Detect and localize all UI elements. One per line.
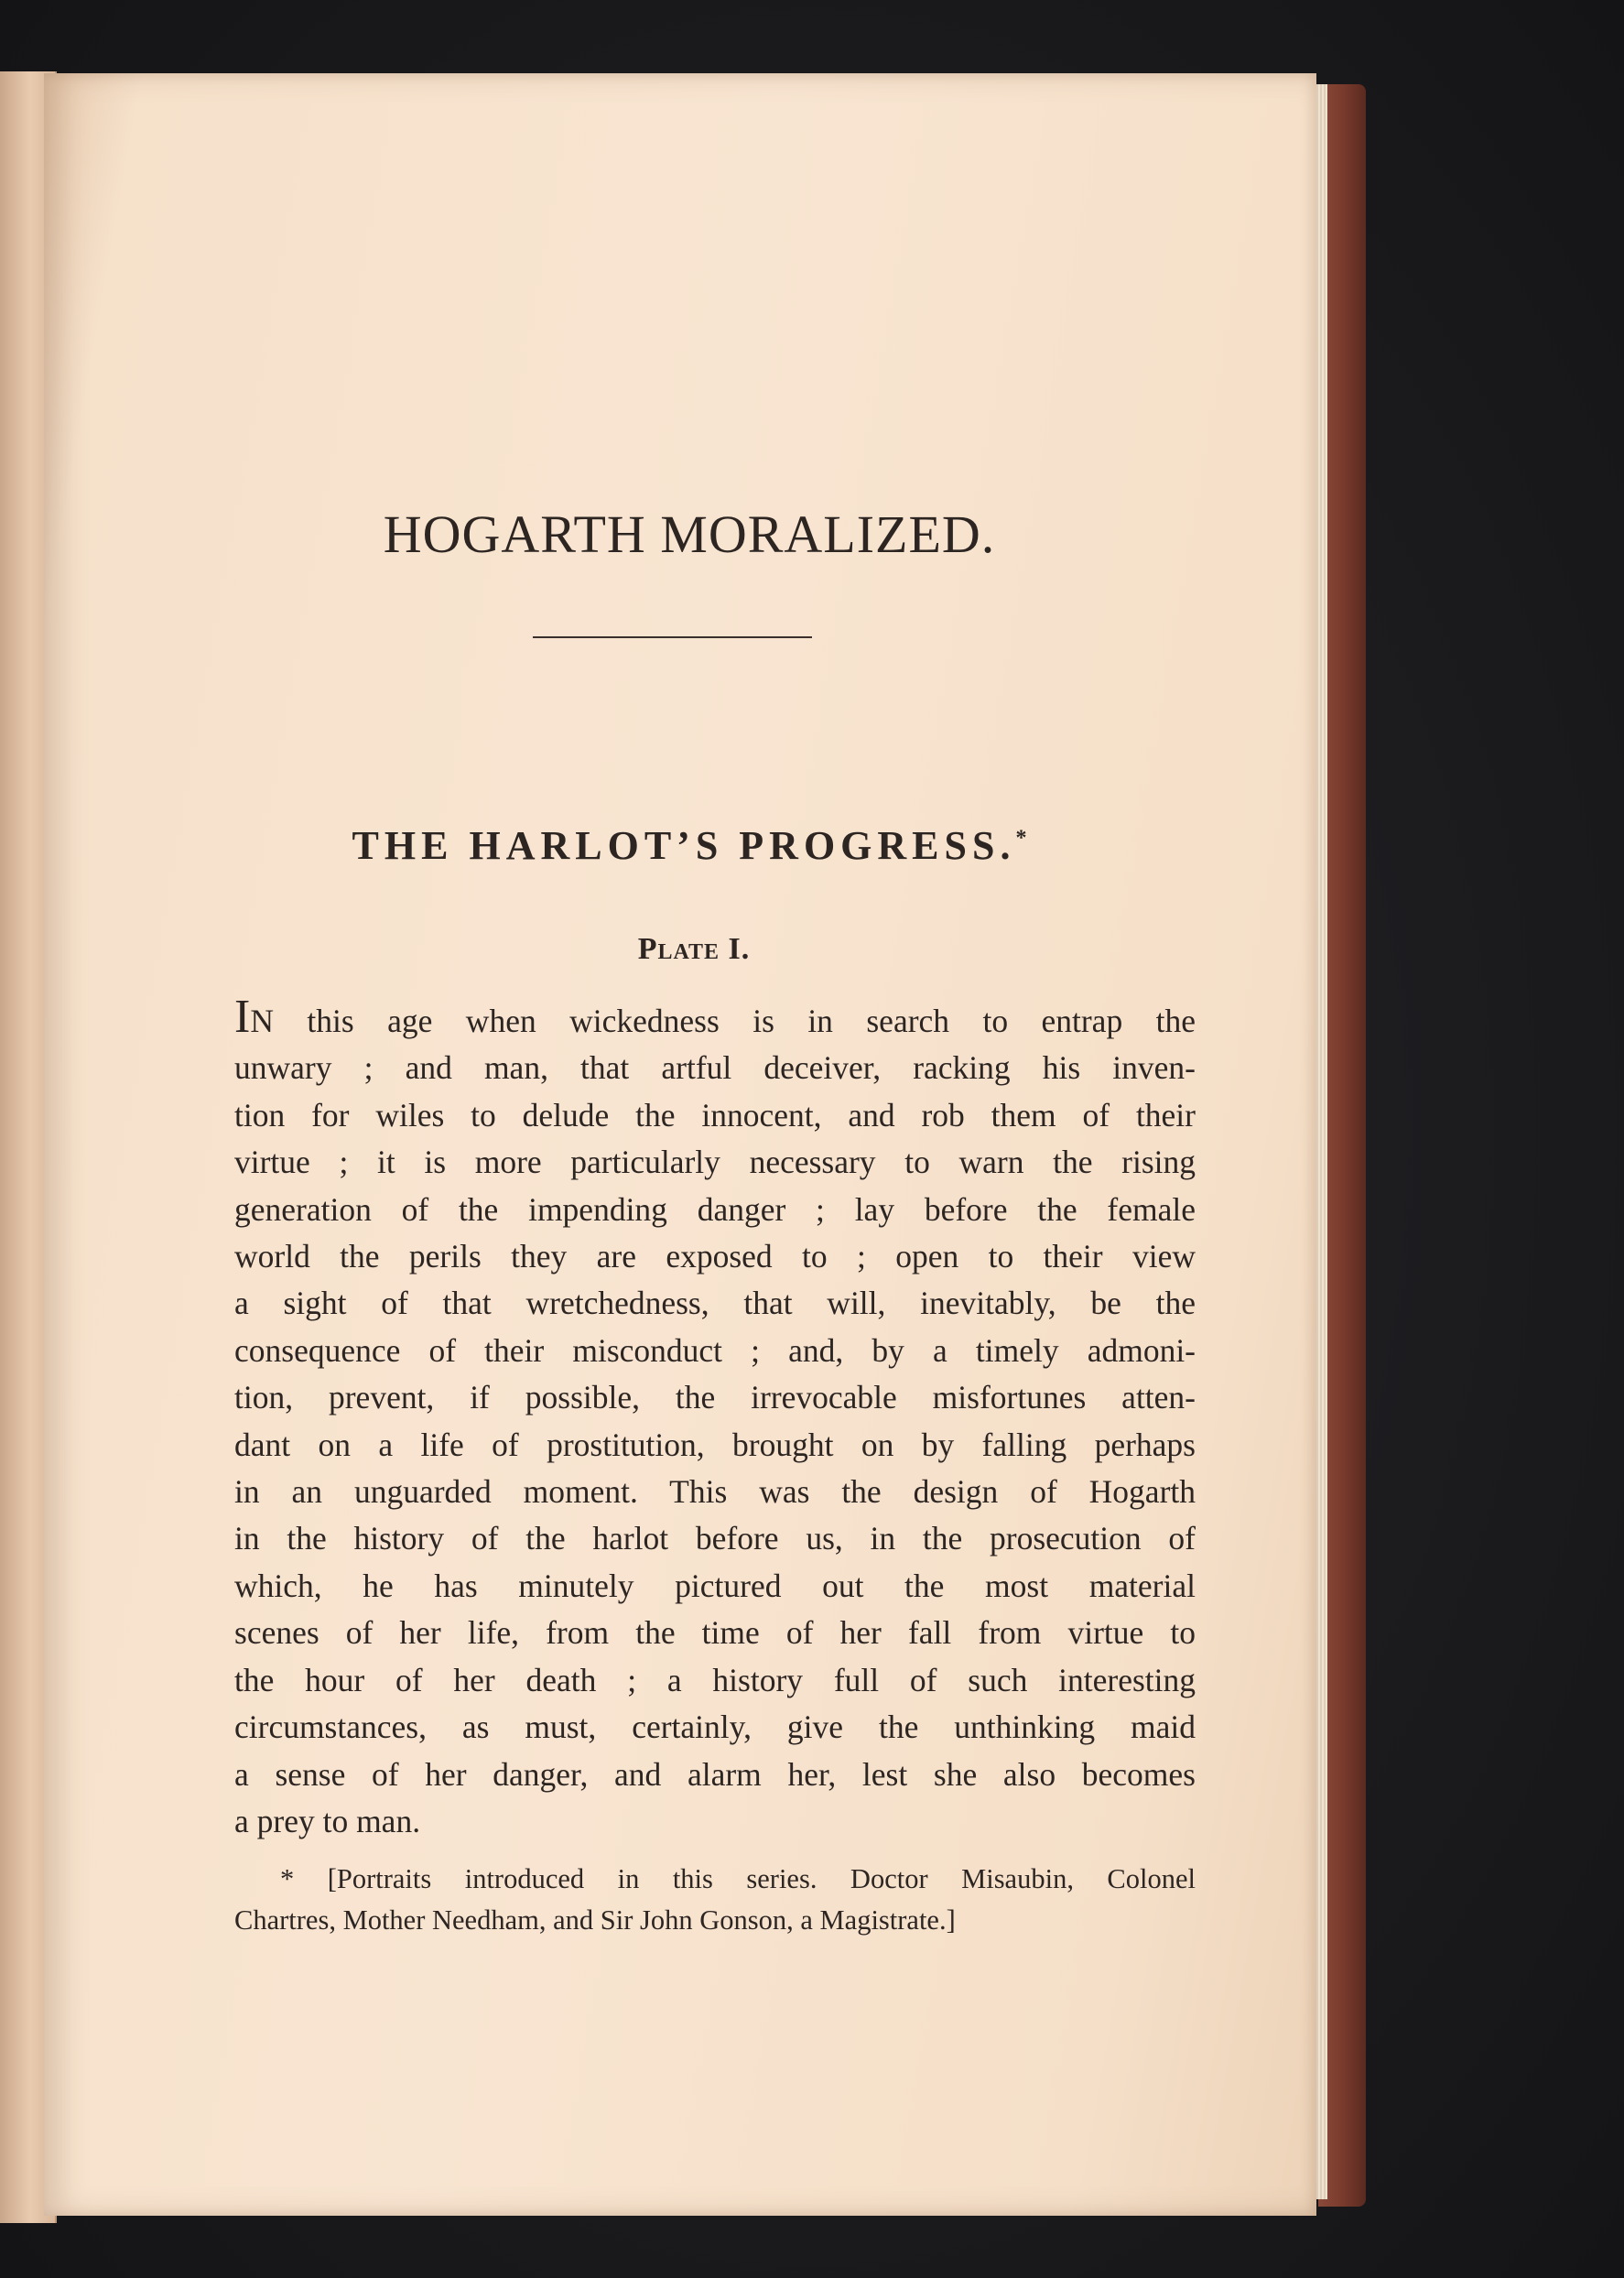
footnote bbox=[234, 1859, 1196, 1941]
paragraph-line: a prey to man. bbox=[234, 1802, 421, 1839]
paragraph-line: dant on a life of prostitution, brought on by falling perhaps bbox=[234, 1426, 1196, 1463]
paragraph-line: tion, prevent, if possible, the irrevocable misfortunes atten- bbox=[234, 1379, 1196, 1416]
plate-heading bbox=[44, 932, 1316, 967]
paragraph-line: world the perils they are exposed to ; open to their view bbox=[234, 1238, 1196, 1275]
paragraph-line-text: this age when wickedness is in search to entrap the bbox=[273, 1003, 1196, 1039]
book-page bbox=[44, 73, 1316, 2216]
paragraph-line: in the history of the harlot before us, in the prosecution of bbox=[234, 1520, 1196, 1557]
paragraph-line: in an unguarded moment. This was the design of Hogarth bbox=[234, 1473, 1196, 1511]
plate-number: I. bbox=[728, 932, 751, 966]
first-word-rest: N bbox=[250, 1003, 274, 1039]
paragraph-line: unwary ; and man, that artful deceiver, racking his inven- bbox=[234, 1049, 1196, 1087]
paragraph-line: the hour of her death ; a history full of such interesting bbox=[234, 1661, 1196, 1698]
paragraph-line: a sense of her danger, and alarm her, lest she also becomes bbox=[234, 1755, 1196, 1793]
footnote-line: * [Portraits introduced in this series. Doctor Misaubin, Colonel bbox=[280, 1863, 1196, 1894]
paragraph-line: circumstances, as must, certainly, give the unthinking maid bbox=[234, 1708, 1196, 1746]
paragraph-line: a sight of that wretchedness, that will, inevitably, be the bbox=[234, 1285, 1196, 1322]
paragraph-line: consequence of their misconduct ; and, by a timely admoni- bbox=[234, 1331, 1196, 1369]
title-rule bbox=[533, 636, 812, 638]
footnote-marker: * bbox=[1015, 826, 1027, 851]
main-paragraph bbox=[234, 998, 1196, 1845]
paragraph-line: which, he has minutely pictured out the most material bbox=[234, 1567, 1196, 1604]
paragraph-line: tion for wiles to delude the innocent, and rob them of their bbox=[234, 1096, 1196, 1134]
paragraph-line: generation of the impending danger ; lay before the female bbox=[234, 1190, 1196, 1228]
paragraph-line: scenes of her life, from the time of her fall from virtue to bbox=[234, 1614, 1196, 1652]
paragraph-line: virtue ; it is more particularly necessary to warn the rising bbox=[234, 1144, 1196, 1181]
section-title bbox=[44, 822, 1316, 869]
dropcap-initial: I bbox=[234, 998, 251, 1043]
paragraph-line bbox=[234, 998, 1196, 1045]
footnote-line: Chartres, Mother Needham, and Sir John Gonson, a Magistrate.] bbox=[234, 1904, 956, 1936]
section-title-text: THE HARLOT’S PROGRESS. bbox=[352, 823, 1016, 868]
plate-label: Plate bbox=[637, 932, 720, 966]
book-title: HOGARTH MORALIZED. bbox=[383, 504, 996, 564]
